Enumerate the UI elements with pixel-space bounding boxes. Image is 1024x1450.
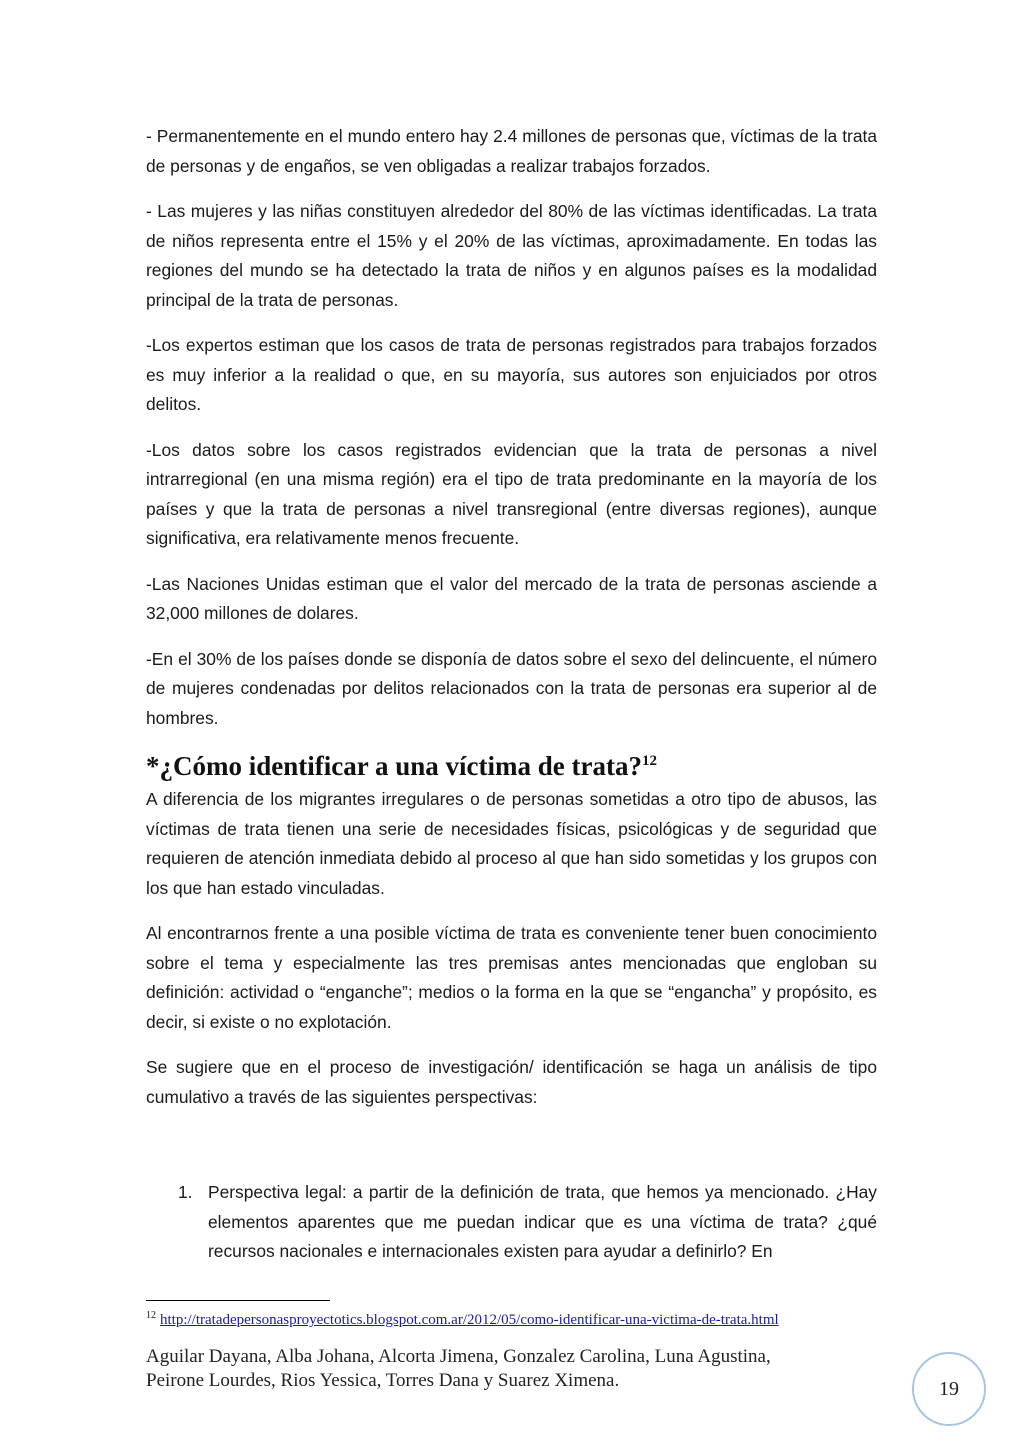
footnote-divider xyxy=(146,1300,330,1301)
paragraph: -Las Naciones Unidas estiman que el valor del mercado de la trata de personas asciende a 32,000 millones de dolares. xyxy=(146,573,877,623)
footer-authors-line-1: Aguilar Dayana, Alba Johana, Alcorta Jimena, Gonzalez Carolina, Luna Agustina, xyxy=(146,1346,771,1367)
paragraph: - Las mujeres y las niñas constituyen alrededor del 80% de las víctimas identificadas. La trata de niños representa entre el 15% y el 20% de las víctimas, aproximadamente. En todas las regiones del mundo se ha detectado la trata de niños y en algunos países es la modalidad principal de la trata de personas. xyxy=(146,201,877,310)
page-number-badge xyxy=(912,1352,986,1426)
paragraph: -Los datos sobre los casos registrados evidencian que la trata de personas a nivel intrarregional (en una misma región) era el tipo de trata predominante en la mayoría de los países y que la trata de personas a nivel transregional (entre diversas regiones), aunque significativa, era relativamente menos frecuente. xyxy=(146,439,877,548)
footnote xyxy=(146,1306,906,1330)
page-content xyxy=(146,122,877,1267)
paragraph: -En el 30% de los países donde se disponía de datos sobre el sexo del delincuente, el número de mujeres condenadas por delitos relacionados con la trata de personas era superior al de hombres. xyxy=(146,648,877,728)
list-item xyxy=(146,1178,877,1267)
paragraph: Al encontrarnos frente a una posible víctima de trata es conveniente tener buen conocimiento sobre el tema y especialmente las tres premisas antes mencionadas que engloban su definición: actividad o “enganche”; medios o la forma en la que se “engancha” y propósito, es decir, si existe o no explotación. xyxy=(146,923,877,1032)
section-heading-text: *¿Cómo identificar a una víctima de trata? xyxy=(146,751,642,781)
section-heading xyxy=(146,749,877,783)
paragraph: - Permanentemente en el mundo entero hay 2.4 millones de personas que, víctimas de la trata de personas y de engaños, se ven obligadas a realizar trabajos forzados. xyxy=(146,126,877,176)
footer-authors-line-2: Peirone Lourdes, Rios Yessica, Torres Dana y Suarez Ximena. xyxy=(146,1370,620,1391)
paragraph: A diferencia de los migrantes irregulares o de personas sometidas a otro tipo de abusos, las víctimas de trata tienen una serie de necesidades físicas, psicológicas y de seguridad que requieren de atención inmediata debido al proceso al que han sido sometidas y los grupos con los que han estado vinculadas. xyxy=(146,789,877,898)
page-number: 19 xyxy=(939,1377,959,1400)
list-item-text: Perspectiva legal: a partir de la definición de trata, que hemos ya mencionado. ¿Hay elementos aparentes que me puedan indicar que es una víctima de trata? ¿qué recursos nacionales e internacionales existen para ayudar a definirlo? En xyxy=(208,1182,877,1261)
page-footer xyxy=(146,1345,866,1393)
list-item-number: 1. xyxy=(178,1182,193,1202)
paragraph: -Los expertos estiman que los casos de trata de personas registrados para trabajos forzados es muy inferior a la realidad o que, en su mayoría, sus autores son enjuiciados por otros delitos. xyxy=(146,335,877,414)
footnote-ref[interactable]: 12 xyxy=(641,753,657,769)
paragraph: Se sugiere que en el proceso de investigación/ identificación se haga un análisis de tipo cumulativo a través de las siguientes perspectivas: xyxy=(146,1057,877,1107)
numbered-list xyxy=(146,1178,877,1267)
footnote-number: 12 xyxy=(146,1310,156,1321)
footnote-link[interactable]: http://tratadepersonasproyectotics.blogspot.com.ar/2012/05/como-identificar-una-victima-de-trata.html xyxy=(160,1312,779,1328)
